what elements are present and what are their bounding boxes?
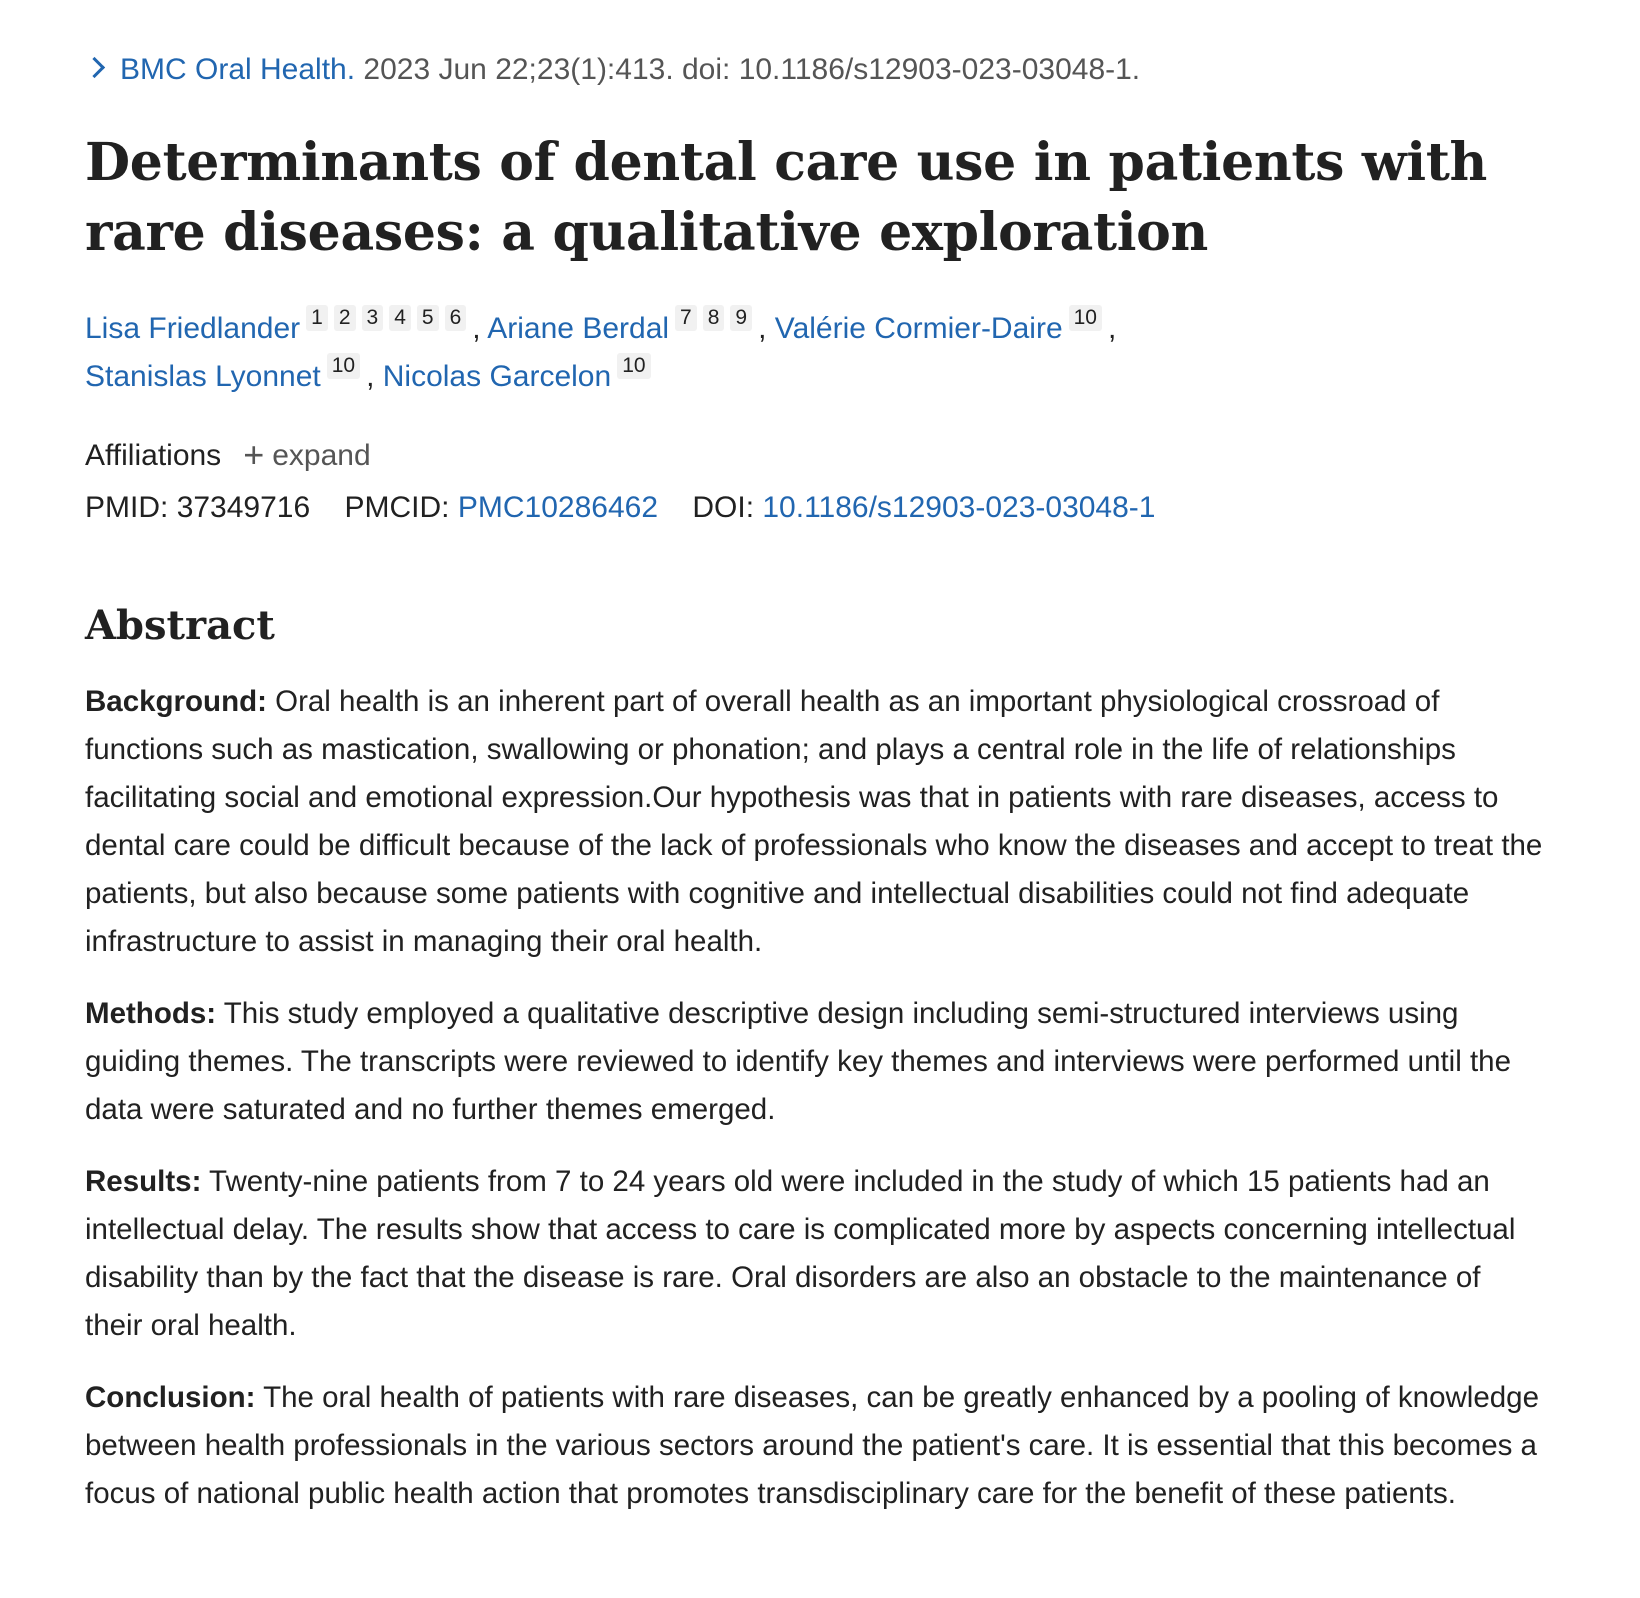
pmid: [85, 491, 310, 524]
affiliation-ref[interactable]: 10: [617, 353, 650, 379]
pmcid-link[interactable]: PMC10286462: [457, 491, 659, 524]
author-item: [382, 354, 657, 393]
section-text: This study employed a qualitative descriptive design including semi-structured interviews using guiding themes. The transcripts were reviewed to identify key themes and interviews were performed until the data were saturated and no further themes emerged.: [85, 997, 1511, 1126]
affiliation-ref[interactable]: 2: [334, 305, 356, 331]
doi-label: DOI:: [692, 491, 755, 524]
author-link[interactable]: Lisa Friedlander: [85, 312, 301, 345]
author-link[interactable]: Ariane Berdal: [487, 312, 670, 345]
affiliation-ref[interactable]: 7: [675, 305, 697, 331]
article-title: Determinants of dental care use in patients with rare diseases: a qualitative exploration: [85, 132, 1488, 263]
pmcid-label: PMCID:: [344, 491, 450, 524]
affiliation-ref[interactable]: 9: [730, 305, 752, 331]
author-separator: ,: [366, 360, 383, 393]
author-link[interactable]: Nicolas Garcelon: [382, 360, 612, 393]
author-list: [85, 305, 1545, 401]
journal-link[interactable]: BMC Oral Health.: [120, 53, 356, 86]
abstract-conclusion: [85, 1374, 1545, 1518]
affiliation-ref[interactable]: 6: [445, 305, 467, 331]
section-label: Methods:: [85, 997, 217, 1030]
plus-icon[interactable]: +: [243, 434, 265, 475]
author-item: [487, 306, 758, 345]
author-item: [85, 354, 366, 393]
chevron-right-icon[interactable]: [84, 57, 105, 78]
abstract-results: [85, 1158, 1545, 1350]
citation-details: 2023 Jun 22;23(1):413. doi: 10.1186/s12903-023-03048-1.: [355, 53, 1141, 86]
affiliation-ref[interactable]: 10: [1069, 305, 1102, 331]
abstract-heading: Abstract: [85, 602, 275, 649]
expand-label[interactable]: expand: [272, 439, 371, 472]
affiliation-ref[interactable]: 1: [306, 305, 328, 331]
affiliation-ref[interactable]: 5: [417, 305, 439, 331]
affiliations-label: Affiliations: [85, 439, 222, 472]
section-label: Conclusion:: [85, 1381, 256, 1414]
section-label: Results:: [85, 1165, 202, 1198]
affiliation-ref[interactable]: 3: [362, 305, 384, 331]
section-text: The oral health of patients with rare diseases, can be greatly enhanced by a pooling of knowledge between health professionals in the various sectors around the patient's care. It is essential that this becomes a focus of national public health action that promotes transdisciplinary care for the benefit of these patients.: [85, 1381, 1539, 1510]
pmid-label: PMID:: [85, 491, 169, 524]
affiliation-ref[interactable]: 8: [703, 305, 725, 331]
author-separator: ,: [758, 312, 775, 345]
doi-link[interactable]: 10.1186/s12903-023-03048-1: [762, 491, 1156, 524]
pmcid: [345, 491, 659, 524]
author-item: [774, 306, 1108, 345]
affiliations-toggle[interactable]: [85, 435, 371, 476]
article-identifiers: [85, 488, 1181, 528]
pmid-value: 37349716: [176, 491, 311, 524]
abstract-methods: [85, 990, 1545, 1134]
author-link[interactable]: Valérie Cormier-Daire: [774, 312, 1063, 345]
affiliation-ref[interactable]: 4: [389, 305, 411, 331]
section-label: Background:: [85, 685, 267, 718]
author-link[interactable]: Stanislas Lyonnet: [85, 360, 321, 393]
author-item: [85, 306, 472, 345]
author-separator: ,: [1107, 312, 1117, 345]
abstract-body: [85, 678, 1545, 1542]
abstract-background: [85, 678, 1545, 966]
author-separator: ,: [472, 312, 488, 345]
section-text: Twenty-nine patients from 7 to 24 years old were included in the study of which 15 patients had an intellectual delay. The results show that access to care is complicated more by aspects concerning intellectual disability than by the fact that the disease is rare. Oral disorders are also an obstacle to the maintenance of their oral health.: [85, 1165, 1516, 1342]
journal-citation: [85, 50, 1140, 90]
section-text: Oral health is an inherent part of overall health as an important physiological crossroad of functions such as mastication, swallowing or phonation; and plays a central role in the life of relationships facilitating social and emotional expression.Our hypothesis was that in patients with rare diseases, access to dental care could be difficult because of the lack of professionals who know the diseases and accept to treat the patients, but also because some patients with cognitive and intellectual disabilities could not find adequate infrastructure to assist in managing their oral health.: [85, 685, 1543, 958]
affiliation-ref[interactable]: 10: [327, 353, 360, 379]
doi: [692, 491, 1155, 524]
